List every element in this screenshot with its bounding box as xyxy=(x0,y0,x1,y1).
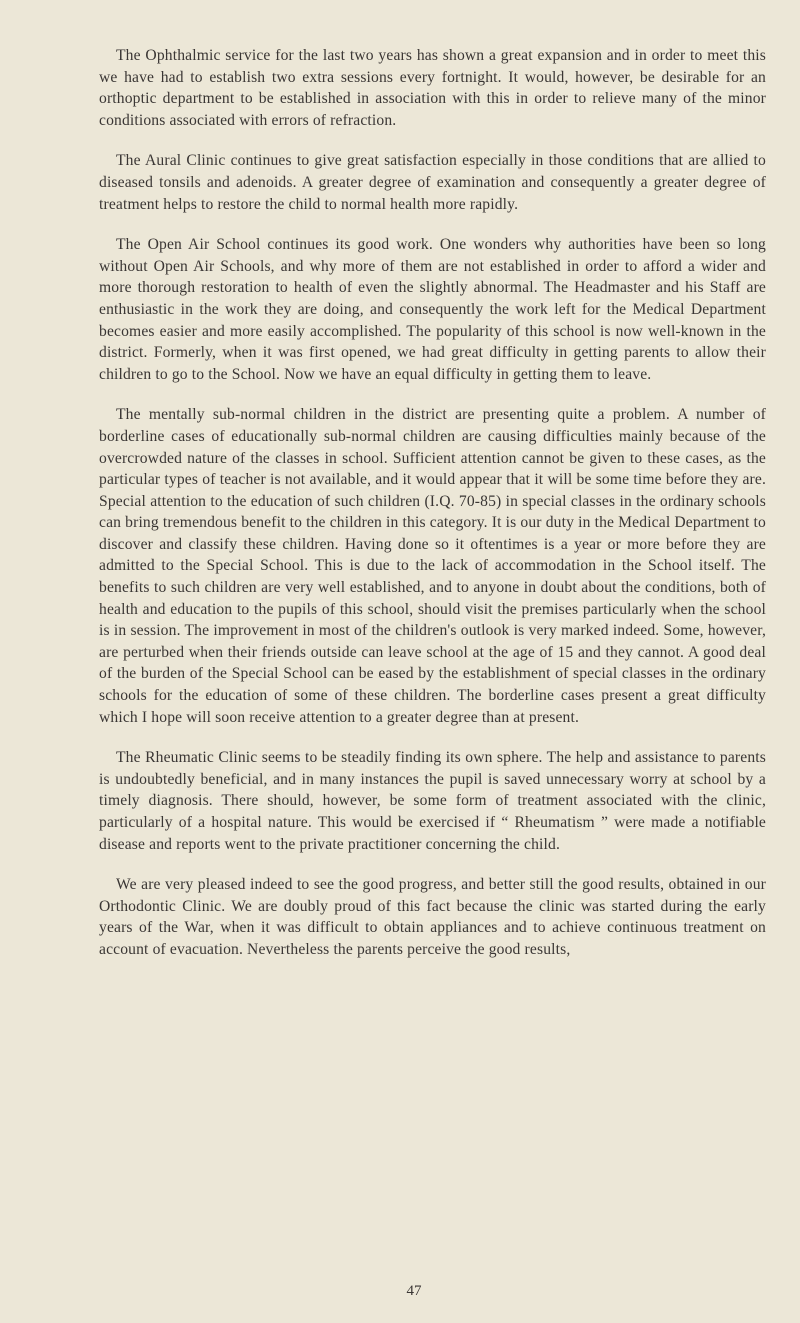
paragraph-ophthalmic-service: The Ophthalmic service for the last two years has shown a great expansion and in order to meet this we have had to establish two extra sessions every fortnight. It would, however, be desirable for an orthoptic department to be established in association with this in order to relieve many of the minor conditions associated with errors of refraction. xyxy=(99,47,766,129)
page-number: 47 xyxy=(406,1283,422,1299)
paragraph-aural-clinic: The Aural Clinic continues to give great satisfaction especially in those conditions that are allied to diseased tonsils and adenoids. A greater degree of examination and consequently a greater degree of treatment helps to restore the child to normal health more rapidly. xyxy=(99,152,766,213)
paragraph-mentally-sub-normal: The mentally sub-normal children in the district are presenting quite a problem. A number of borderline cases of educationally sub-normal children are causing difficulties mainly because of the overcrowded nature of the classes in school. Sufficient attention cannot be given to these cases, as the particular types of teacher is not available, and it would appear that it will be some time before they are. Special attention to the education of such children (I.Q. 70-85) in special classes in the ordinary schools can bring tremendous benefit to the children in this category. It is our duty in the Medical Department to discover and classify these children. Having done so it oftentimes is a year or more before they are admitted to the Special School. This is due to the lack of accommodation in the School itself. The benefits to such children are very well established, and to anyone in doubt about the conditions, both of health and education to the pupils of this school, should visit the premises particularly when the school is in session. The improvement in most of the children's outlook is very marked indeed. Some, however, are perturbed when their friends outside can leave school at the age of 15 and they cannot. A good deal of the burden of the Special School can be eased by the establishment of special classes in the ordinary schools for the education of some of these children. The borderline cases present a great difficulty which I hope will soon receive attention to a greater degree than at present. xyxy=(99,406,766,726)
paragraph-rheumatic-clinic: The Rheumatic Clinic seems to be steadily finding its own sphere. The help and assistance to parents is undoubtedly beneficial, and in many instances the pupil is saved unnecessary worry at school by a timely diagnosis. There should, however, be some form of treatment associated with the clinic, particularly of a hospital nature. This would be exercised if “ Rheumatism ” were made a notifiable disease and reports went to the private practitioner concerning the child. xyxy=(99,749,766,853)
paragraph-orthodontic-clinic: We are very pleased indeed to see the good progress, and better still the good results, obtained in our Orthodontic Clinic. We are doubly proud of this fact because the clinic was started during the early years of the War, when it was difficult to obtain appliances and to achieve continuous treatment on account of evacuation. Nevertheless the parents perceive the good results, xyxy=(99,876,766,958)
paragraph-open-air-school: The Open Air School continues its good work. One wonders why authorities have been so long without Open Air Schools, and why more of them are not established in order to afford a wider and more thorough restoration to health of even the slightly abnormal. The Headmaster and his Staff are enthusiastic in the work they are doing, and consequently the work left for the Medical Department becomes easier and more easily accomplished. The popularity of this school is now well-known in the district. Formerly, when it was first opened, we had great difficulty in getting parents to allow their children to go to the School. Now we have an equal difficulty in getting them to leave. xyxy=(99,236,766,383)
body-text xyxy=(99,45,766,980)
